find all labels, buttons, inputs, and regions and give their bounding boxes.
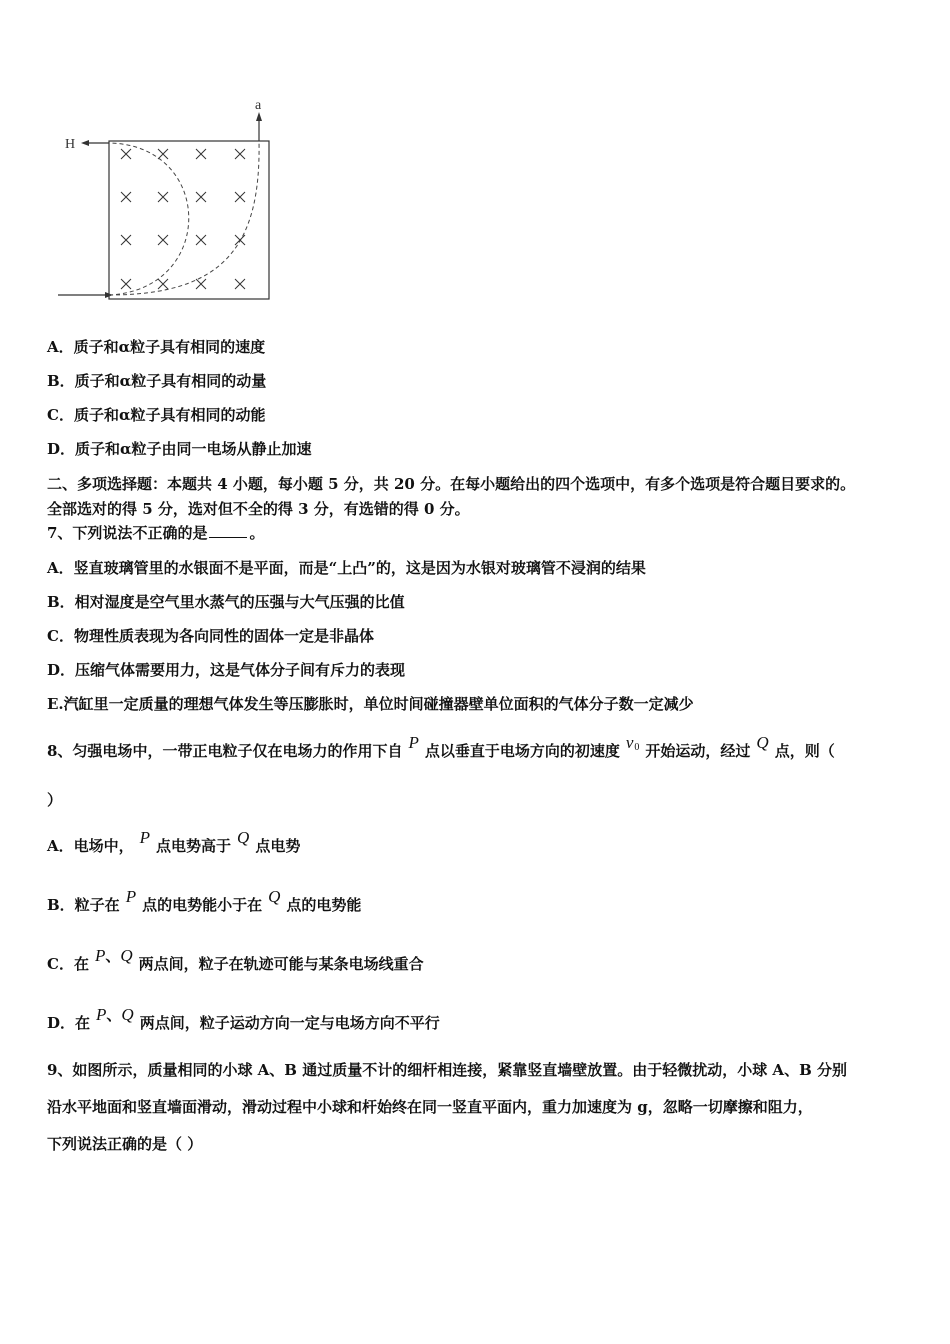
- q9-stem-line2: 沿水平地面和竖直墙面滑动，滑动过程中小球和杆始终在同一竖直平面内，重力加速度为 g，忽略一切摩擦和阻力，: [47, 1098, 813, 1116]
- q8-opt-c-p: P: [94, 946, 106, 965]
- q7-option-a: A．竖直玻璃管里的水银面不是平面，而是“上凸”的，这是因为水银对玻璃管不浸润的结果: [47, 559, 646, 577]
- field-crosses: [121, 149, 245, 289]
- q8-stem-part3: 开始运动，经过: [645, 742, 751, 760]
- q8-stem: [47, 733, 835, 761]
- q7-option-d: D．压缩气体需要用力，这是气体分子间有斥力的表现: [47, 661, 406, 679]
- q8-opt-b-q: Q: [268, 887, 281, 906]
- q8-opt-a-q: Q: [237, 828, 250, 847]
- q7-option-b: B．相对湿度是空气里水蒸气的压强与大气压强的比值: [47, 593, 405, 611]
- q8-var-q: Q: [756, 733, 769, 752]
- q7-stem-end: 。: [249, 524, 265, 542]
- q7-stem-text: 7、下列说法不正确的是: [47, 524, 208, 542]
- label-a: a: [255, 98, 262, 113]
- q9-stem-line3: 下列说法正确的是（ ）: [47, 1135, 203, 1153]
- q8-opt-a-p: P: [139, 828, 151, 847]
- q8-option-d: D．在 P、Q 两点间，粒子运动方向一定与电场方向不平行: [47, 1005, 440, 1032]
- q8-stem-part4: 点，则（: [774, 742, 835, 760]
- q6-option-b: B．质子和α粒子具有相同的动量: [47, 372, 267, 390]
- q8-var-v0: v0: [625, 733, 640, 753]
- q8-stem-part2: 点以垂直于电场方向的初速度: [424, 742, 620, 760]
- q8-opt-b-p: P: [125, 887, 137, 906]
- section2-header-line2: 全部选对的得 5 分，选对但不全的得 3 分，有选错的得 0 分。: [47, 500, 470, 518]
- q8-option-b: B．粒子在 P 点的电势能小于在 Q 点的电势能: [47, 887, 362, 914]
- trajectory-large: [109, 141, 259, 295]
- q8-option-c: C．在 P、Q 两点间，粒子在轨迹可能与某条电场线重合: [47, 946, 424, 973]
- q7-option-e: E.汽缸里一定质量的理想气体发生等压膨胀时，单位时间碰撞器壁单位面积的气体分子数一定减少: [47, 695, 694, 713]
- q8-opt-d-q: Q: [121, 1005, 134, 1024]
- q8-stem-part1: 8、匀强电场中，一带正电粒子仅在电场力的作用下自: [47, 742, 403, 760]
- section2-header-line1: 二、多项选择题：本题共 4 小题，每小题 5 分，共 20 分。在每小题给出的四个选项中，有多个选项是符合题目要求的。: [47, 475, 856, 493]
- q8-option-a: A．电场中， P 点电势高于 Q 点电势: [47, 828, 301, 855]
- q8-opt-d-p: P: [96, 1005, 107, 1024]
- q7-option-c: C．物理性质表现为各向同性的固体一定是非晶体: [47, 627, 374, 645]
- q6-option-c: C．质子和α粒子具有相同的动能: [47, 406, 266, 424]
- trajectory-small: [109, 143, 189, 295]
- q8-opt-c-q: Q: [120, 946, 133, 965]
- q7-stem: [47, 522, 264, 543]
- q6-option-d: D．质子和α粒子由同一电场从静止加速: [47, 440, 312, 458]
- q8-stem-end: ）: [47, 791, 63, 809]
- q8-var-p: P: [408, 733, 419, 752]
- label-h: H: [65, 137, 76, 152]
- q6-option-a: A．质子和α粒子具有相同的速度: [47, 338, 266, 356]
- q9-stem-line1: 9、如图所示，质量相同的小球 A、B 通过质量不计的细杆相连接，紧靠竖直墙壁放置。由于轻微扰动，小球 A、B 分别: [47, 1061, 847, 1079]
- magnetic-field-figure: [55, 95, 285, 310]
- q7-answer-blank: [209, 523, 247, 538]
